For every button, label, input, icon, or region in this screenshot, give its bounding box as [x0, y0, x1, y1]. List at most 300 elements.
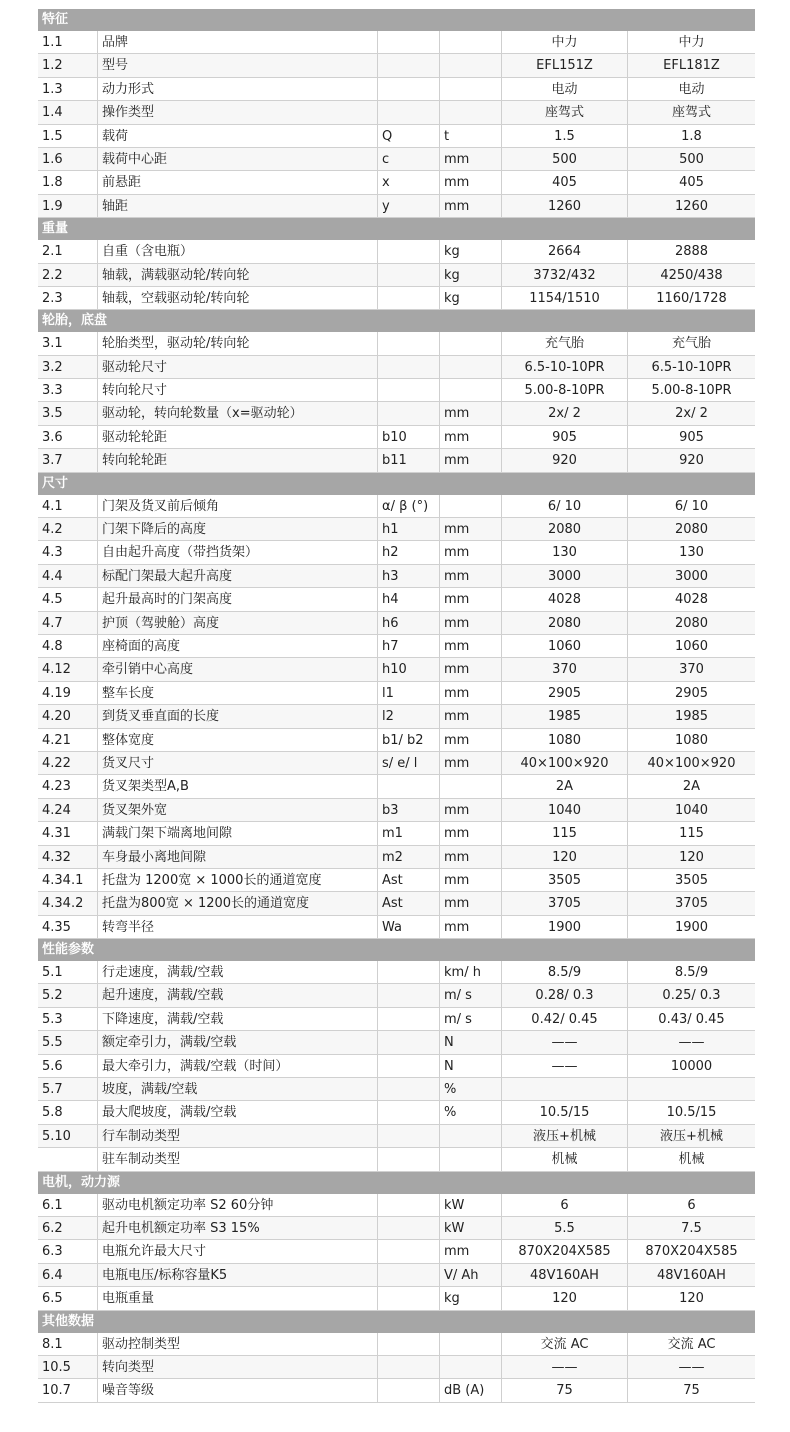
value-efl181z: 5.00-8-10PR	[651, 383, 732, 399]
spec-symbol: Wa	[378, 916, 440, 938]
spec-unit	[440, 1333, 502, 1355]
value-efl181z: 40×100×920	[647, 755, 736, 771]
value-efl151z: 120	[502, 1287, 628, 1309]
value-efl151z: 120	[502, 846, 628, 868]
value-efl151z: 1900	[502, 916, 628, 938]
spec-section	[38, 310, 755, 472]
spec-symbol: Ast	[378, 869, 440, 891]
spec-section	[38, 473, 755, 939]
section-rows	[38, 495, 755, 939]
row-number: 3.3	[38, 379, 98, 401]
row-number: 5.10	[38, 1125, 98, 1147]
spec-symbol	[378, 984, 440, 1006]
value-efl181z: 2080	[674, 522, 709, 538]
spec-unit	[440, 31, 502, 53]
spec-name: 起升速度，满载/空载	[98, 984, 378, 1006]
spec-symbol	[378, 54, 440, 76]
value-efl181z: 中力	[678, 35, 705, 50]
row-number: 3.7	[38, 449, 98, 471]
value-efl151z: 2x/ 2	[502, 402, 628, 424]
value-efl181z: 48V160AH	[657, 1267, 726, 1283]
spec-unit: mm	[440, 916, 502, 938]
spec-symbol: b11	[378, 449, 440, 471]
spec-symbol: l1	[378, 682, 440, 704]
value-efl181z: 1260	[674, 198, 709, 214]
table-row	[38, 612, 755, 635]
row-number: 2.1	[38, 240, 98, 262]
spec-unit: m/ s	[440, 984, 502, 1006]
row-number: 1.6	[38, 148, 98, 170]
row-number: 4.22	[38, 752, 98, 774]
table-row	[38, 729, 755, 752]
row-number: 4.1	[38, 495, 98, 517]
spec-name: 驱动电机额定功率 S2 60分钟	[98, 1194, 378, 1216]
value-efl151z: 中力	[502, 31, 628, 53]
spec-unit: mm	[440, 869, 502, 891]
spec-name: 标配门架最大起升高度	[98, 565, 378, 587]
spec-unit: mm	[440, 635, 502, 657]
spec-unit: kg	[440, 1287, 502, 1309]
spec-symbol	[378, 1148, 440, 1170]
spec-symbol: b3	[378, 799, 440, 821]
table-row	[38, 426, 755, 449]
spec-unit	[440, 101, 502, 123]
spec-unit: mm	[440, 892, 502, 914]
table-row	[38, 682, 755, 705]
value-efl181z: 3000	[674, 568, 709, 584]
spec-unit: mm	[440, 171, 502, 193]
spec-symbol: h10	[378, 658, 440, 680]
spec-name: 门架及货叉前后倾角	[98, 495, 378, 517]
spec-unit	[440, 332, 502, 354]
table-row	[38, 1148, 755, 1171]
row-number: 4.32	[38, 846, 98, 868]
spec-unit	[440, 356, 502, 378]
table-row	[38, 1078, 755, 1101]
row-number: 4.5	[38, 588, 98, 610]
value-efl181z: 3505	[674, 872, 709, 888]
value-efl181z: 2A	[682, 779, 701, 795]
spec-name: 驻车制动类型	[98, 1148, 378, 1170]
spec-symbol	[378, 78, 440, 100]
spec-unit: dB (A)	[440, 1379, 502, 1401]
row-number: 6.2	[38, 1217, 98, 1239]
row-number: 10.5	[38, 1356, 98, 1378]
spec-unit: m/ s	[440, 1008, 502, 1030]
row-number: 1.3	[38, 78, 98, 100]
spec-name: 操作类型	[98, 101, 378, 123]
spec-symbol	[378, 1194, 440, 1216]
section-rows	[38, 240, 755, 310]
row-number: 6.3	[38, 1240, 98, 1262]
spec-sheet	[38, 9, 755, 1403]
value-efl151z: 4028	[502, 588, 628, 610]
row-number: 4.34.2	[38, 892, 98, 914]
spec-unit: mm	[440, 682, 502, 704]
value-efl181z: 8.5/9	[674, 965, 709, 981]
table-row	[38, 1333, 755, 1356]
row-number: 4.12	[38, 658, 98, 680]
value-efl151z: 130	[502, 541, 628, 563]
table-row	[38, 916, 755, 939]
section-rows	[38, 31, 755, 218]
table-row	[38, 1101, 755, 1124]
spec-section	[38, 218, 755, 310]
spec-unit: mm	[440, 799, 502, 821]
table-row	[38, 449, 755, 472]
table-row	[38, 892, 755, 915]
row-number: 4.19	[38, 682, 98, 704]
table-row	[38, 1055, 755, 1078]
value-efl151z: 1.5	[502, 125, 628, 147]
table-row	[38, 1194, 755, 1217]
row-number: 2.2	[38, 264, 98, 286]
spec-symbol	[378, 1379, 440, 1401]
section-rows	[38, 961, 755, 1172]
table-row	[38, 1379, 755, 1402]
value-efl151z: 500	[502, 148, 628, 170]
spec-symbol	[378, 31, 440, 53]
spec-symbol: h3	[378, 565, 440, 587]
row-number: 3.2	[38, 356, 98, 378]
row-number: 4.20	[38, 705, 98, 727]
spec-name: 轴载，满载驱动轮/转向轮	[98, 264, 378, 286]
value-efl181z: 3705	[674, 896, 709, 912]
value-efl151z: 0.42/ 0.45	[502, 1008, 628, 1030]
spec-symbol: h7	[378, 635, 440, 657]
spec-unit: mm	[440, 612, 502, 634]
section-header: 轮胎，底盘	[38, 310, 755, 332]
row-number: 4.34.1	[38, 869, 98, 891]
spec-unit	[440, 1148, 502, 1170]
table-row	[38, 984, 755, 1007]
spec-name: 整车长度	[98, 682, 378, 704]
spec-unit: mm	[440, 705, 502, 727]
spec-unit: km/ h	[440, 961, 502, 983]
value-efl151z: 2A	[502, 775, 628, 797]
spec-name: 驱动轮尺寸	[98, 356, 378, 378]
spec-unit: t	[440, 125, 502, 147]
spec-name: 牵引销中心高度	[98, 658, 378, 680]
row-number	[38, 1148, 98, 1170]
spec-unit: mm	[440, 449, 502, 471]
spec-symbol: x	[378, 171, 440, 193]
spec-name: 坡度，满载/空载	[98, 1078, 378, 1100]
row-number: 5.6	[38, 1055, 98, 1077]
table-row	[38, 1031, 755, 1054]
spec-name: 到货叉垂直面的长度	[98, 705, 378, 727]
table-row	[38, 240, 755, 263]
value-efl151z: 40×100×920	[502, 752, 628, 774]
spec-symbol	[378, 775, 440, 797]
value-efl181z: 920	[679, 453, 704, 469]
spec-unit: N	[440, 1055, 502, 1077]
row-number: 2.3	[38, 287, 98, 309]
value-efl181z: 1985	[674, 709, 709, 725]
spec-symbol	[378, 1031, 440, 1053]
spec-name: 自重（含电瓶）	[98, 240, 378, 262]
spec-symbol	[378, 1217, 440, 1239]
spec-symbol	[378, 1101, 440, 1123]
row-number: 6.4	[38, 1264, 98, 1286]
value-efl151z: 2080	[502, 518, 628, 540]
value-efl151z: 座驾式	[502, 101, 628, 123]
section-header: 其他数据	[38, 1311, 755, 1333]
value-efl181z: 120	[679, 1291, 704, 1307]
spec-unit	[440, 379, 502, 401]
spec-unit: mm	[440, 518, 502, 540]
spec-name: 托盘为 1200宽 × 1000长的通道宽度	[98, 869, 378, 891]
table-row	[38, 799, 755, 822]
value-efl151z: 905	[502, 426, 628, 448]
spec-unit: %	[440, 1078, 502, 1100]
value-efl151z: 3705	[502, 892, 628, 914]
spec-symbol	[378, 287, 440, 309]
value-efl151z	[502, 1078, 628, 1100]
table-row	[38, 588, 755, 611]
table-row	[38, 148, 755, 171]
value-efl181z: 905	[679, 429, 704, 445]
spec-unit: kW	[440, 1194, 502, 1216]
value-efl181z: 405	[679, 175, 704, 191]
table-row	[38, 1008, 755, 1031]
spec-symbol: α/ β (°)	[378, 495, 440, 517]
spec-name: 门架下降后的高度	[98, 518, 378, 540]
row-number: 3.5	[38, 402, 98, 424]
spec-unit	[440, 1125, 502, 1147]
row-number: 1.4	[38, 101, 98, 123]
spec-name: 电瓶允许最大尺寸	[98, 1240, 378, 1262]
spec-unit	[440, 495, 502, 517]
spec-symbol	[378, 1055, 440, 1077]
value-efl151z: 1154/1510	[502, 287, 628, 309]
value-efl181z: 电动	[678, 81, 705, 97]
spec-name: 下降速度，满载/空载	[98, 1008, 378, 1030]
value-efl181z: 0.25/ 0.3	[662, 988, 721, 1004]
value-efl151z: 10.5/15	[502, 1101, 628, 1123]
spec-unit: mm	[440, 822, 502, 844]
row-number: 4.23	[38, 775, 98, 797]
row-number: 5.8	[38, 1101, 98, 1123]
row-number: 4.31	[38, 822, 98, 844]
value-efl151z: 405	[502, 171, 628, 193]
spec-unit	[440, 54, 502, 76]
value-efl181z: 130	[679, 545, 704, 561]
spec-unit: mm	[440, 195, 502, 217]
table-row	[38, 635, 755, 658]
value-efl151z: 8.5/9	[502, 961, 628, 983]
spec-symbol: b1/ b2	[378, 729, 440, 751]
spec-unit: mm	[440, 426, 502, 448]
value-efl151z: 1985	[502, 705, 628, 727]
spec-section	[38, 1172, 755, 1311]
spec-symbol	[378, 332, 440, 354]
spec-unit: mm	[440, 729, 502, 751]
spec-symbol	[378, 379, 440, 401]
spec-name: 整体宽度	[98, 729, 378, 751]
value-efl151z: 电动	[502, 78, 628, 100]
spec-unit: kg	[440, 287, 502, 309]
spec-unit: kW	[440, 1217, 502, 1239]
spec-symbol: l2	[378, 705, 440, 727]
value-efl181z: 1060	[674, 638, 709, 654]
spec-name: 自由起升高度（带挡货架）	[98, 541, 378, 563]
spec-name: 转向轮尺寸	[98, 379, 378, 401]
value-efl181z: 7.5	[681, 1220, 702, 1236]
spec-symbol	[378, 1240, 440, 1262]
spec-name: 轴距	[98, 195, 378, 217]
table-row	[38, 332, 755, 355]
spec-symbol: h4	[378, 588, 440, 610]
row-number: 4.4	[38, 565, 98, 587]
row-number: 4.7	[38, 612, 98, 634]
spec-unit: V/ Ah	[440, 1264, 502, 1286]
row-number: 5.5	[38, 1031, 98, 1053]
value-efl181z: 4028	[674, 592, 709, 608]
table-row	[38, 869, 755, 892]
value-efl181z: 10.5/15	[666, 1105, 717, 1121]
value-efl151z: 1060	[502, 635, 628, 657]
spec-name: 货叉架外宽	[98, 799, 378, 821]
table-row	[38, 287, 755, 310]
value-efl151z: 充气胎	[502, 332, 628, 354]
spec-name: 轮胎类型，驱动轮/转向轮	[98, 332, 378, 354]
spec-symbol	[378, 1287, 440, 1309]
spec-symbol	[378, 402, 440, 424]
spec-symbol: y	[378, 195, 440, 217]
value-efl181z: 液压+机械	[660, 1128, 723, 1144]
spec-unit: N	[440, 1031, 502, 1053]
value-efl151z: 1260	[502, 195, 628, 217]
row-number: 1.1	[38, 31, 98, 53]
spec-unit: mm	[440, 402, 502, 424]
spec-symbol: Q	[378, 125, 440, 147]
value-efl181z: 2x/ 2	[675, 406, 708, 422]
section-header: 性能参数	[38, 939, 755, 961]
spec-name: 座椅面的高度	[98, 635, 378, 657]
section-header: 特征	[38, 9, 755, 31]
spec-unit: kg	[440, 264, 502, 286]
row-number: 3.6	[38, 426, 98, 448]
spec-name: 车身最小离地间隙	[98, 846, 378, 868]
value-efl181z: 870X204X585	[645, 1244, 738, 1260]
value-efl151z: EFL151Z	[502, 54, 628, 76]
table-row	[38, 264, 755, 287]
spec-name: 起升电机额定功率 S3 15%	[98, 1217, 378, 1239]
spec-section	[38, 939, 755, 1172]
table-row	[38, 658, 755, 681]
table-row	[38, 565, 755, 588]
spec-name: 载荷中心距	[98, 148, 378, 170]
value-efl151z: 液压+机械	[502, 1125, 628, 1147]
value-efl181z: 1080	[674, 732, 709, 748]
spec-section	[38, 1311, 755, 1403]
spec-unit: mm	[440, 1240, 502, 1262]
spec-name: 轴载，空载驱动轮/转向轮	[98, 287, 378, 309]
table-row	[38, 1264, 755, 1287]
spec-unit: mm	[440, 148, 502, 170]
row-number: 1.9	[38, 195, 98, 217]
spec-unit: mm	[440, 565, 502, 587]
value-efl181z: 2905	[674, 685, 709, 701]
value-efl181z: 1.8	[681, 128, 702, 144]
spec-name: 噪音等级	[98, 1379, 378, 1401]
row-number: 1.8	[38, 171, 98, 193]
value-efl151z: 115	[502, 822, 628, 844]
section-header: 电机，动力源	[38, 1172, 755, 1194]
table-row	[38, 1240, 755, 1263]
table-row	[38, 775, 755, 798]
table-row	[38, 78, 755, 101]
table-row	[38, 752, 755, 775]
row-number: 5.1	[38, 961, 98, 983]
spec-name: 托盘为800宽 × 1200长的通道宽度	[98, 892, 378, 914]
value-efl181z: 6	[687, 1197, 696, 1213]
spec-section	[38, 9, 755, 218]
value-efl151z: 370	[502, 658, 628, 680]
value-efl151z: 机械	[502, 1148, 628, 1170]
spec-name: 型号	[98, 54, 378, 76]
value-efl151z: ——	[502, 1356, 628, 1378]
spec-symbol	[378, 101, 440, 123]
row-number: 5.2	[38, 984, 98, 1006]
table-row	[38, 1125, 755, 1148]
value-efl181z: 6/ 10	[674, 498, 709, 514]
spec-name: 满载门架下端离地间隙	[98, 822, 378, 844]
row-number: 5.7	[38, 1078, 98, 1100]
value-efl151z: 3732/432	[502, 264, 628, 286]
spec-name: 额定牵引力，满载/空载	[98, 1031, 378, 1053]
value-efl151z: ——	[502, 1031, 628, 1053]
value-efl181z: 0.43/ 0.45	[658, 1011, 725, 1027]
value-efl181z: 1900	[674, 919, 709, 935]
value-efl181z: 2080	[674, 615, 709, 631]
spec-name: 行走速度，满载/空载	[98, 961, 378, 983]
spec-symbol: h1	[378, 518, 440, 540]
row-number: 4.21	[38, 729, 98, 751]
table-row	[38, 846, 755, 869]
spec-unit: %	[440, 1101, 502, 1123]
value-efl151z: 2080	[502, 612, 628, 634]
row-number: 5.3	[38, 1008, 98, 1030]
spec-name: 电瓶电压/标称容量K5	[98, 1264, 378, 1286]
value-efl151z: ——	[502, 1055, 628, 1077]
spec-symbol: h6	[378, 612, 440, 634]
row-number: 4.8	[38, 635, 98, 657]
spec-name: 动力形式	[98, 78, 378, 100]
spec-unit: mm	[440, 658, 502, 680]
spec-symbol	[378, 1333, 440, 1355]
spec-symbol: b10	[378, 426, 440, 448]
value-efl151z: 1040	[502, 799, 628, 821]
row-number: 4.3	[38, 541, 98, 563]
spec-name: 货叉尺寸	[98, 752, 378, 774]
spec-unit: mm	[440, 541, 502, 563]
spec-symbol	[378, 1078, 440, 1100]
spec-symbol	[378, 1264, 440, 1286]
table-row	[38, 101, 755, 124]
spec-name: 转向轮轮距	[98, 449, 378, 471]
section-rows	[38, 1333, 755, 1403]
value-efl151z: 3505	[502, 869, 628, 891]
table-row	[38, 402, 755, 425]
spec-name: 转弯半径	[98, 916, 378, 938]
spec-symbol	[378, 264, 440, 286]
spec-symbol	[378, 961, 440, 983]
row-number: 1.2	[38, 54, 98, 76]
value-efl181z: ——	[678, 1035, 705, 1051]
value-efl181z: 500	[679, 151, 704, 167]
